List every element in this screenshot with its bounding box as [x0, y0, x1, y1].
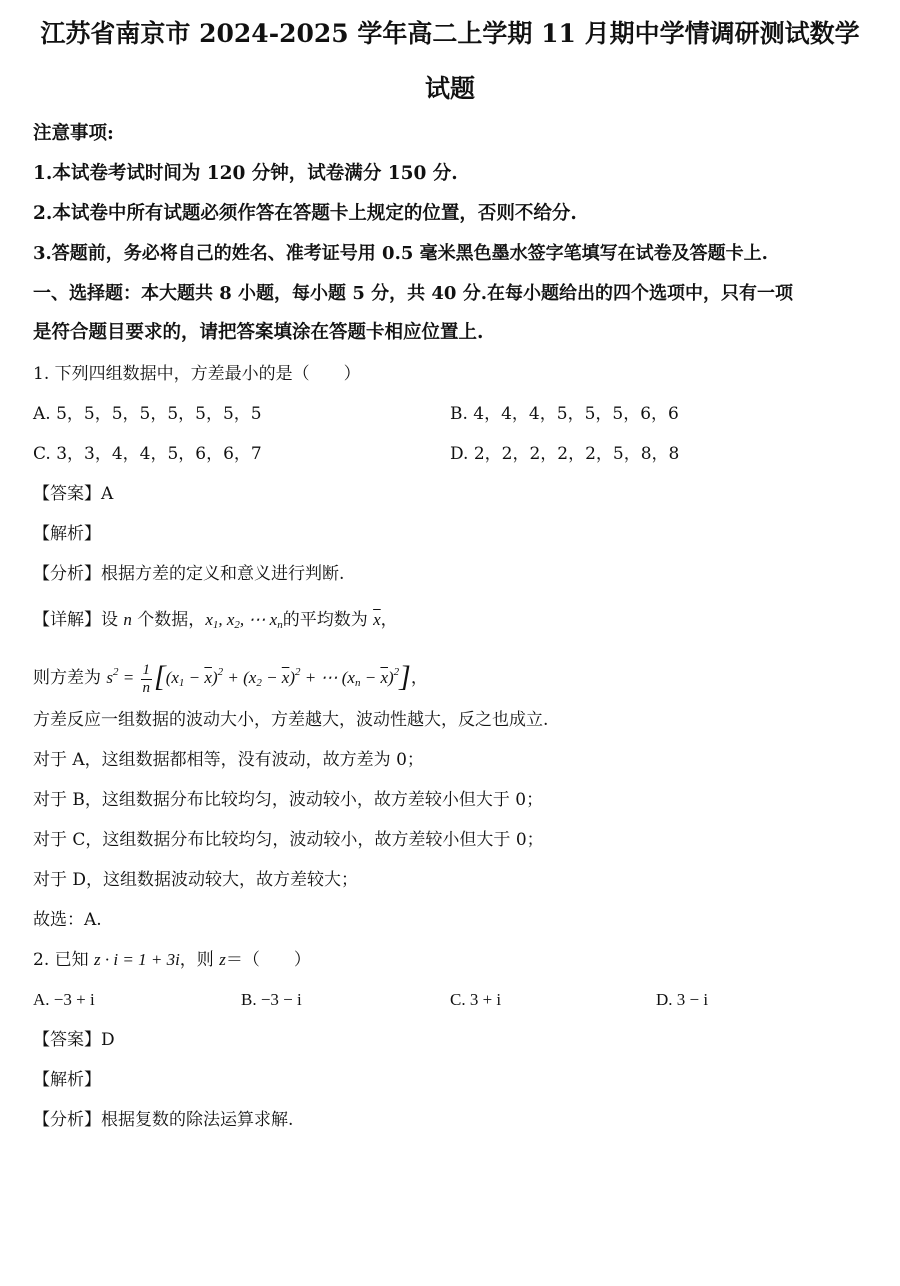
section-heading-line1: 一、选择题：本大题共 8 小题，每小题 5 分，共 40 分.在每小题给出的四个选项中，只有一项: [33, 283, 793, 304]
question-2-fenxi: 【分析】根据复数的除法运算求解.: [33, 1110, 294, 1130]
question-1-analysis-tag: 【解析】: [33, 524, 101, 544]
question-2-option-b: B. −3 − i: [241, 990, 302, 1009]
question-2-option-c: C. 3 + i: [450, 990, 502, 1009]
document-title-line2: 试题: [424, 74, 475, 103]
section-heading-line2: 是符合题目要求的，请把答案填涂在答题卡相应位置上.: [33, 322, 484, 343]
question-1-explanation-5: 对于 D，这组数据波动较大，故方差较大；: [33, 870, 359, 890]
notice-item-2: 2.本试卷中所有试题必须作答在答题卡上规定的位置，否则不给分.: [33, 203, 577, 224]
question-1-variance-formula: 则方差为 $s^2$ = $\frac{1}{n}$ [$(x_1 - \overline{x})^2 + (x_2 - \overline{x})^2$ + ⋯ $(x_n - \overline{x})^2$]，: [33, 660, 428, 696]
mean-symbol: $\overline{x}$: [373, 610, 381, 629]
question-2-equation: z · i = 1 + 3i: [94, 950, 180, 969]
variance-formula: $s^2$ = $\frac{1}{n}$ [$(x_1 - \overline{x})^2 + (x_2 - \overline{x})^2$ + ⋯ $(x_n - \overline{x})^2$]: [106, 660, 411, 696]
question-1-explanation-2: 对于 A，这组数据都相等，没有波动，故方差为 0；: [33, 750, 424, 770]
question-1-option-c: C. 3，3，4，4，5，6，6，7: [33, 444, 262, 464]
notice-item-1: 1.本试卷考试时间为 120 分钟，试卷满分 150 分.: [33, 163, 458, 184]
data-list-formula: $x_1$, $x_2$, ⋯ $x_n$: [205, 610, 283, 631]
question-2-answer: 【答案】D: [33, 1030, 115, 1050]
question-2-option-a: A. −3 + i: [33, 990, 95, 1009]
question-1-conclusion: 故选：A.: [33, 910, 102, 930]
question-1-option-b: B. 4，4，4，5，5，5，6，6: [450, 404, 679, 424]
question-1-answer: 【答案】A: [33, 484, 114, 504]
question-1-option-d: D. 2，2，2，2，2，5，8，8: [450, 444, 680, 464]
notice-item-3: 3.答题前，务必将自己的姓名、准考证号用 0.5 毫米黑色墨水签字笔填写在试卷及答题卡上.: [33, 243, 768, 264]
question-2-option-d: D. 3 − i: [656, 990, 709, 1009]
question-1-explanation-1: 方差反应一组数据的波动大小，方差越大，波动性越大，反之也成立.: [33, 710, 549, 730]
notice-heading: 注意事项:: [33, 123, 114, 144]
question-2-analysis-tag: 【解析】: [33, 1070, 101, 1090]
question-1-option-a: A. 5，5，5，5，5，5，5，5: [33, 404, 262, 424]
question-1-fenxi: 【分析】根据方差的定义和意义进行判断.: [33, 564, 345, 584]
question-2-stem: 2. 已知 z · i = 1 + 3i，则 z＝（ ）: [33, 950, 311, 970]
question-1-stem: 1. 下列四组数据中，方差最小的是（ ）: [33, 364, 361, 384]
document-title-line1: 江苏省南京市 2024-2025 学年高二上学期 11 月期中学情调研测试数学: [40, 19, 860, 48]
question-1-explanation-4: 对于 C，这组数据分布比较均匀，波动较小，故方差较小但大于 0；: [33, 830, 544, 850]
question-1-detail: 【详解】设 n 个数据，$x_1$, $x_2$, ⋯ $x_n$的平均数为 $\overline{x}$，: [33, 610, 398, 631]
question-1-explanation-3: 对于 B，这组数据分布比较均匀，波动较小，故方差较小但大于 0；: [33, 790, 544, 810]
